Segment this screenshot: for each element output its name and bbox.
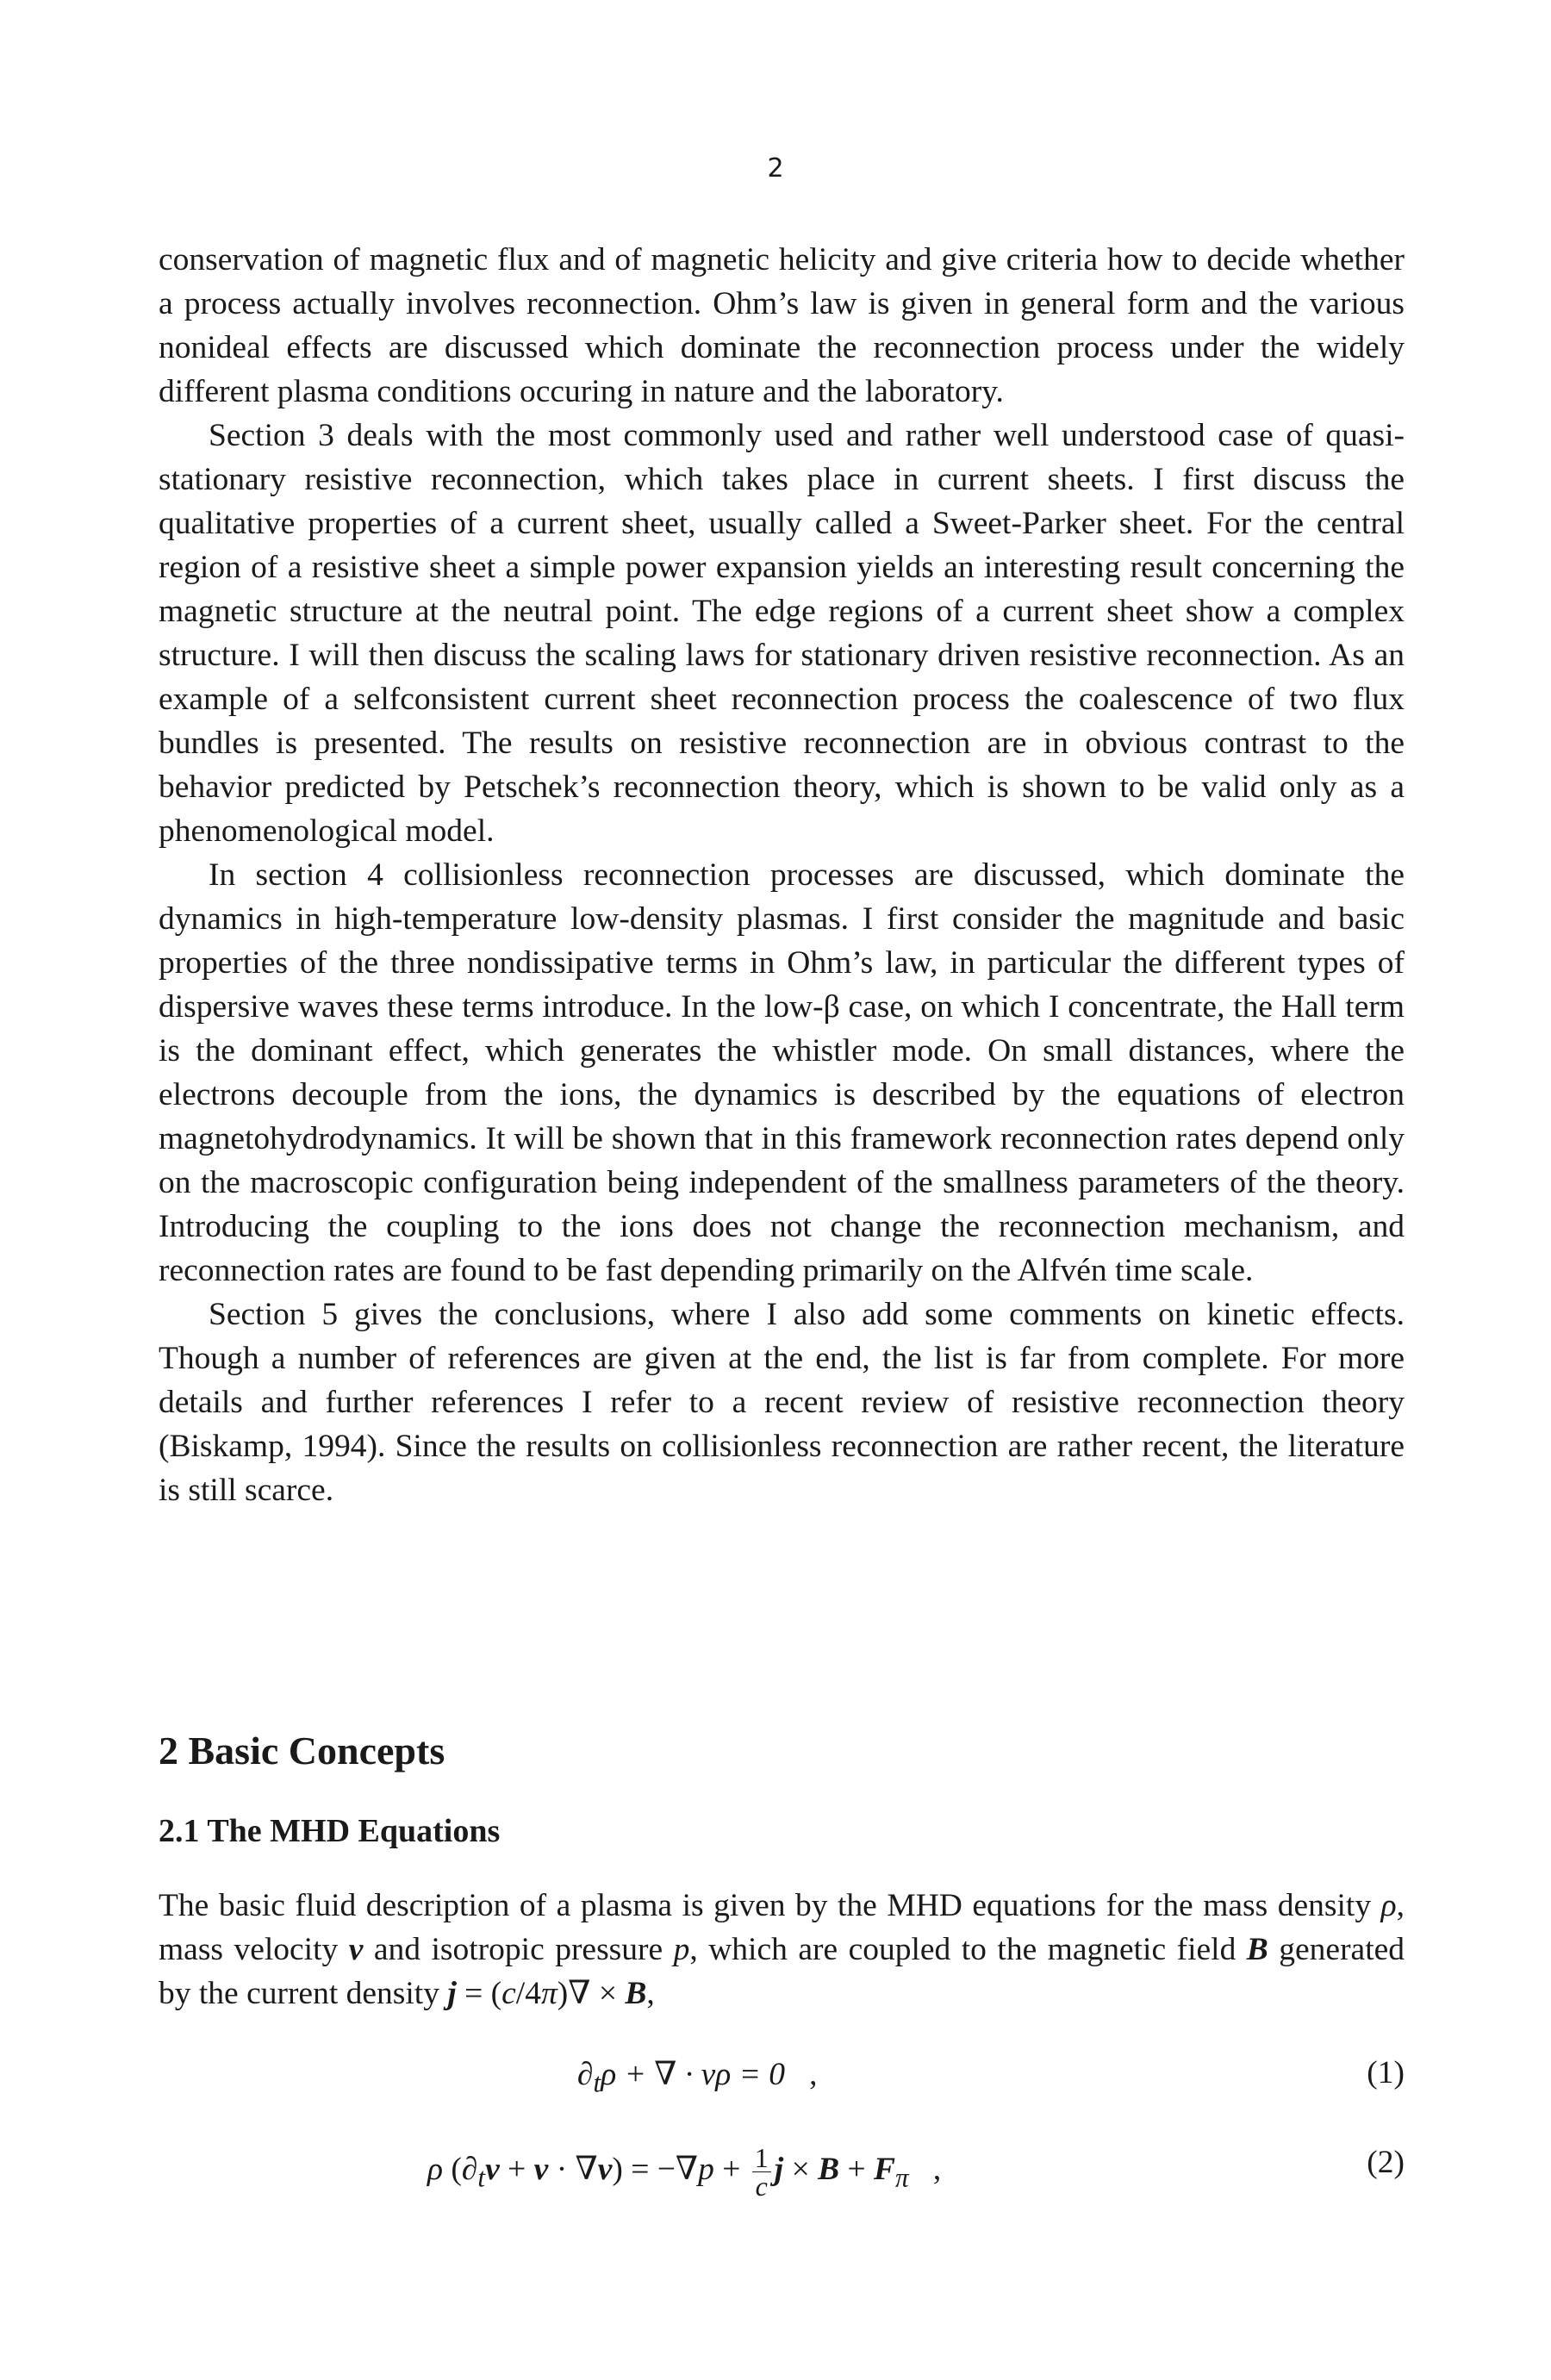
equation-1-expression: $\partial_t\rho$ + ∇ · vρ = 0 , — [577, 2057, 818, 2098]
intro-text — [159, 238, 1405, 1512]
mhd-intro-text — [159, 1884, 1405, 2016]
fraction-one-over-c: $\frac{1}{c}$ — [752, 2144, 771, 2200]
paragraph-section-3: Section 3 deals with the most commonly used and rather well understood case of quasi-stationary resistive reconnection, which takes place in current sheets. I first discuss the qualitative properties of a current sheet, usually called a Sweet-Parker sheet. For the central region of a resistive sheet a simple power expansion yields an interesting result concerning the magnetic structure at the neutral point. The edge regions of a current sheet show a complex structure. I will then discuss the scaling laws for stationary driven resistive reconnection. As an example of a selfconsistent current sheet reconnection process the coalescence of two flux bundles is presented. The results on resistive reconnection are in obvious contrast to the behavior predicted by Petschek’s reconnection theory, which is shown to be valid only as a phenomenological model. — [159, 418, 1405, 849]
paragraph-mhd: The basic fluid description of a plasma is given by the MHD equations for the mass density ρ, mass velocity v and isotropic pressure p, which are coupled to the magnetic field B generated by the current density j = (c/4π)∇ × B, — [159, 1888, 1405, 2011]
page-number: 2 — [767, 153, 784, 184]
paragraph-section-4: In section 4 collisionless reconnection processes are discussed, which dominate the dynamics in high-temperature low-density plasmas. I first consider the magnitude and basic properties of the three nondissipative terms in Ohm’s law, in particular the different types of dispersive waves these terms introduce. In the low-β case, on which I concentrate, the Hall term is the dominant effect, which generates the whistler mode. On small distances, where the electrons decouple from the ions, the dynamics is described by the equations of electron magnetohydrodynamics. It will be shown that in this framework reconnection rates depend only on the macroscopic configuration being independent of the smallness parameters of the theory. Introducing the coupling to the ions does not change the reconnection mechanism, and reconnection rates are found to be fast depending primarily on the Alfvén time scale. — [159, 857, 1405, 1288]
subsection-heading: 2.1 The MHD Equations — [159, 1813, 501, 1849]
equation-1-number: (1) — [1367, 2055, 1405, 2090]
section-heading: 2 Basic Concepts — [159, 1729, 445, 1773]
paragraph-section-5: Section 5 gives the conclusions, where I also add some comments on kinetic effects. Though a number of references are given at the end, the list is far from complete. For more details and further references I refer to a recent review of resistive reconnection theory (Biskamp, 1994). Since the results on collisionless reconnection are rather recent, the literature is still scarce. — [159, 1297, 1405, 1508]
paragraph-continuation: conservation of magnetic flux and of magnetic helicity and give criteria how to decide whether a process actually involves reconnection. Ohm’s law is given in general form and the various nonideal effects are discussed which dominate the reconnection process under the widely different plasma conditions occuring in nature and the laboratory. — [159, 242, 1405, 409]
equation-2-number: (2) — [1367, 2145, 1405, 2180]
equation-2-expression: ρ $(\partial_tv + v \cdot \nabla v) = -\nabla p$ + $\frac{1}{c}$ $j \times B + F_\pi$ , — [427, 2142, 942, 2202]
